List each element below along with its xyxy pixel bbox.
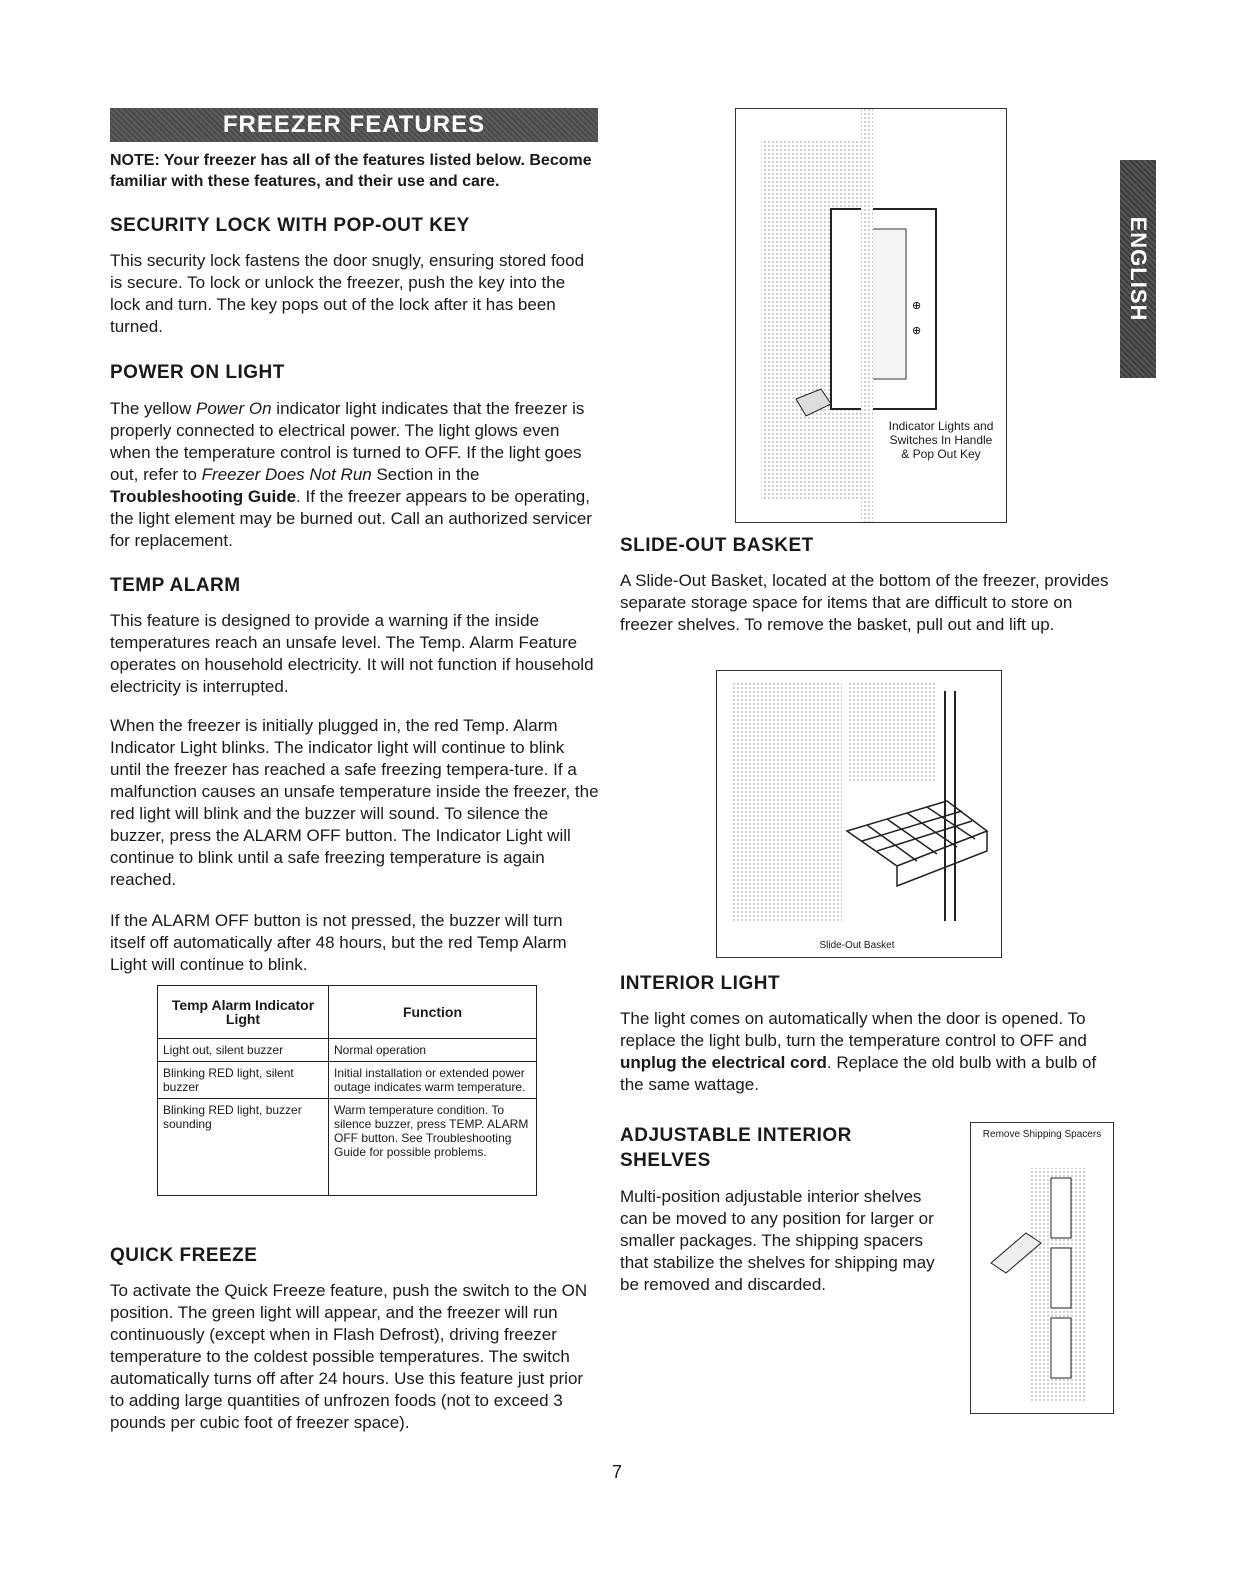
power-text-part: The yellow (110, 399, 196, 418)
troubleshooting-guide-bold: Troubleshooting Guide (110, 487, 297, 506)
interior-heading: INTERIOR LIGHT (620, 973, 781, 994)
shelves-heading-1: ADJUSTABLE INTERIOR (620, 1125, 852, 1146)
table-cell: Light out, silent buzzer (158, 1039, 329, 1062)
freezer-does-not-run-italic: Freezer Does Not Run (201, 465, 372, 484)
quick-text: To activate the Quick Freeze feature, push the switch to the ON position. The green light will appear, and the freezer will run continuously (except when in Flash Defrost), driving freezer temperature to the coldest possible temperatures. The switch automatically turns off after 24 hours. Use this feature just prior to adding large quantities of unfrozen foods (not to exceed 3 pounds per cubic foot of freezer space). (110, 1281, 588, 1432)
table-header-light: Temp Alarm Indicator Light (158, 986, 329, 1039)
power-text-part: indicator light indicates that the freezer is properly connected to electrical power. The light glows even when the temperature control is turned to OFF. If the light goes out, refer to (110, 399, 585, 484)
table-row (158, 1039, 537, 1062)
basket-figure (716, 670, 1002, 958)
power-text-part: . If the freezer appears to be operating, the light element may be burned out. Call an authorized servicer for replacement. (110, 487, 592, 550)
power-text-part: Section in the (371, 465, 480, 484)
table-cell: Blinking RED light, silent buzzer (158, 1062, 329, 1099)
temp-text-3: If the ALARM OFF button is not pressed, the buzzer will turn itself off automatically after 48 hours, but the red Temp Alarm Light will continue to blink. (110, 911, 567, 974)
note: NOTE: Your freezer has all of the features listed below. Become familiar with these features, and their use and care. (110, 152, 592, 190)
unplug-bold: unplug the electrical cord (620, 1053, 827, 1072)
shelf-spacer-illustration (971, 1123, 1113, 1413)
temp-text-1: This feature is designed to provide a warning if the inside temperatures reach an unsafe level. The Temp. Alarm Feature operates on household electricity. It will not function if household electricity is interrupted. (110, 611, 594, 696)
basket-heading: SLIDE-OUT BASKET (620, 535, 814, 556)
security-heading: SECURITY LOCK WITH POP-OUT KEY (110, 215, 470, 236)
handle-figure (735, 108, 1007, 523)
interior-text-part: . Replace the old bulb with a bulb of the same wattage. (620, 1053, 1097, 1094)
power-on-italic: Power On (195, 399, 272, 418)
shelves-heading-2: SHELVES (620, 1150, 711, 1171)
language-tab (1120, 160, 1156, 378)
section-banner (110, 108, 598, 142)
table-header-function: Function (329, 986, 537, 1039)
power-text (110, 398, 600, 552)
table-cell: Warm temperature condition. To silence buzzer, press TEMP. ALARM OFF button. See Troubleshooting Guide for possible problems. (329, 1099, 537, 1196)
figure-caption: Slide-Out Basket (819, 940, 895, 951)
interior-text-part: The light comes on automatically when the door is opened. To replace the light bulb, turn the temperature control to OFF and (620, 1009, 1087, 1050)
table-row (158, 1099, 537, 1196)
security-text: This security lock fastens the door snugly, ensuring stored food is secure. To lock or unlock the freezer, push the key into the lock and turn. The key pops out of the lock after it has been turned. (110, 251, 585, 336)
basket-illustration (717, 671, 1001, 957)
shelves-text: Multi-position adjustable interior shelves can be moved to any position for larger or smaller packages. The shipping spacers that stabilize the shelves for shipping may be removed and discarded. (620, 1187, 935, 1294)
language-tab-label: ENGLISH (1126, 216, 1151, 322)
page-number: 7 (612, 1462, 623, 1482)
temp-heading: TEMP ALARM (110, 575, 241, 596)
power-heading: POWER ON LIGHT (110, 362, 285, 383)
interior-text (620, 1008, 1110, 1096)
quick-heading: QUICK FREEZE (110, 1245, 258, 1266)
figure-caption: Indicator Lights and Switches In Handle & Pop Out Key (888, 419, 994, 461)
svg-text:⊕: ⊕ (912, 300, 922, 312)
table-cell: Normal operation (329, 1039, 537, 1062)
table-row (158, 1062, 537, 1099)
svg-text:⊕: ⊕ (912, 325, 922, 337)
table-cell: Blinking RED light, buzzer sounding (158, 1099, 329, 1196)
figure-caption: Remove Shipping Spacers (982, 1129, 1102, 1140)
banner-title: FREEZER FEATURES (222, 111, 486, 138)
temp-text-2: When the freezer is initially plugged in, the red Temp. Alarm Indicator Light blinks. The indicator light will continue to blink until the freezer has reached a safe freezing tempera-ture. If a malfunction causes an unsafe temperature inside the freezer, the red light will blink and the buzzer will sound. To silence the buzzer, press the ALARM OFF button. The Indicator Light will continue to blink until a safe freezing temperature is again reached. (110, 716, 599, 889)
basket-text: A Slide-Out Basket, located at the bottom of the freezer, provides separate storage space for items that are difficult to store on freezer shelves. To remove the basket, pull out and lift up. (620, 571, 1109, 634)
spacer-figure (970, 1122, 1114, 1414)
table-cell: Initial installation or extended power outage indicates warm temperature. (329, 1062, 537, 1099)
temp-alarm-table (157, 985, 537, 1196)
